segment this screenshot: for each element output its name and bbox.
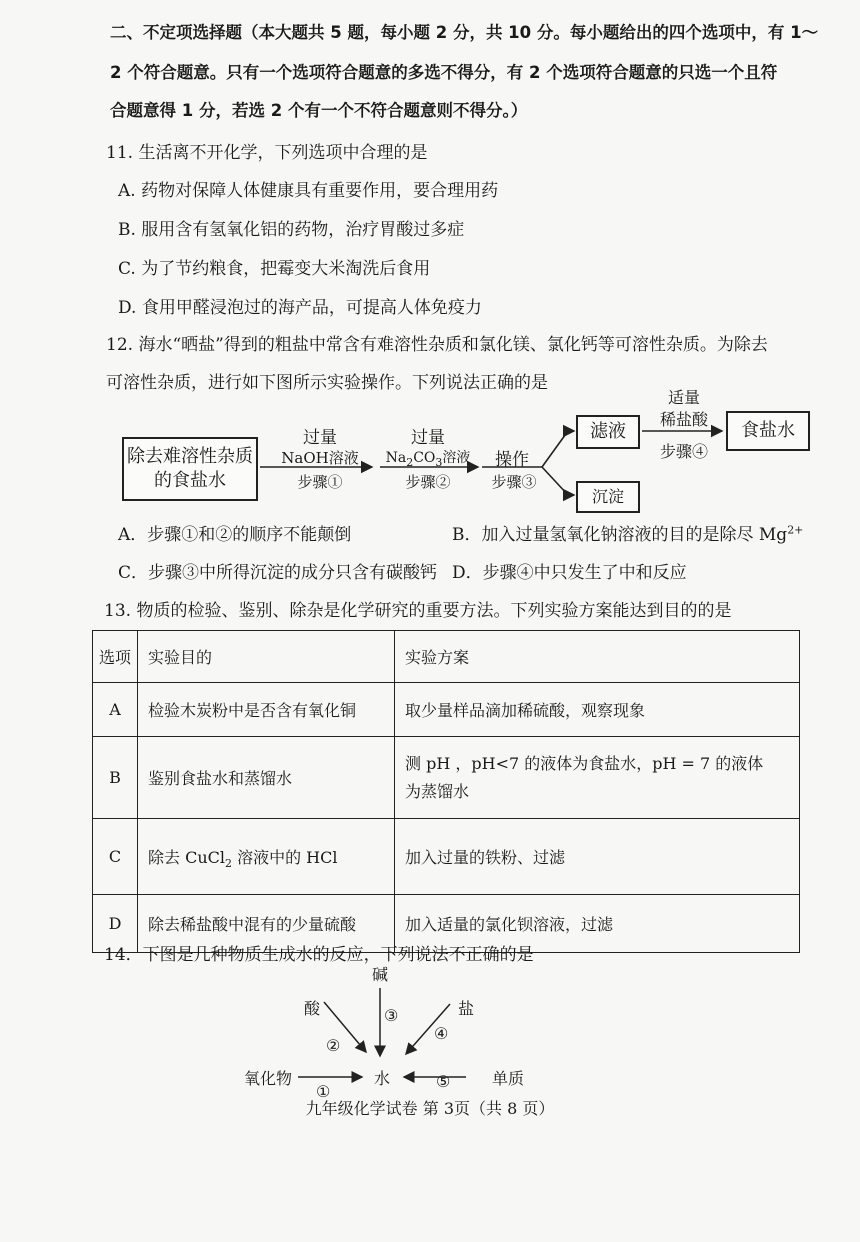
label-n3: ③: [384, 1006, 399, 1025]
flow-box-precipitate: 沉淀: [576, 481, 640, 513]
q13-stem: 13. 物质的检验、鉴别、除杂是化学研究的重要方法。下列实验方案能达到目的的是: [104, 601, 732, 621]
label-base: 碱: [372, 965, 389, 984]
row-a-goal: 检验木炭粉中是否含有氧化铜: [138, 683, 395, 737]
branch-up: [542, 431, 568, 467]
arrow1-label-bottom: 步骤①: [297, 473, 343, 491]
header-plan: 实验方案: [395, 631, 800, 683]
row-c-option: C: [93, 819, 138, 895]
q12-option-a: A．步骤①和②的顺序不能颠倒: [118, 525, 352, 545]
arrow2-label-top2: $Na_2CO_3$溶液: [385, 450, 471, 469]
label-element: 单质: [492, 1069, 525, 1088]
table-row: [93, 631, 800, 683]
row-a-option: A: [93, 683, 138, 737]
arrow2-label-bottom: 步骤②: [405, 473, 451, 491]
q11-option-b: B. 服用含有氢氧化铝的药物，治疗胃酸过多症: [118, 220, 465, 240]
row-b-plan-line2: 为蒸馏水: [405, 781, 470, 801]
section-intro-line1: 二、不定项选择题（本大题共 5 题，每小题 2 分，共 10 分。每小题给出的四个选项中，有 1～: [110, 23, 819, 42]
page-footer: 九年级化学试卷 第 3页（共 8 页）: [305, 1099, 555, 1118]
label-n1: ①: [316, 1082, 331, 1101]
q12-option-b: B．加入过量氢氧化钠溶液的目的是除尽 $Mg^{2+}$: [452, 523, 804, 545]
arrow3-label-top: 操作: [495, 450, 529, 470]
row-b-goal: 鉴别食盐水和蒸馏水: [138, 737, 395, 819]
row-b-plan: [395, 737, 800, 819]
q14-reaction-diagram: [0, 960, 860, 1100]
arrow4-label-bottom: 步骤④: [659, 442, 708, 461]
header-goal: 实验目的: [138, 631, 395, 683]
q11-stem: 11. 生活离不开化学，下列选项中合理的是: [106, 143, 428, 163]
q12-stem-line1: 12. 海水“晒盐”得到的粗盐中常含有难溶性杂质和氯化镁、氯化钙等可溶性杂质。为除去: [106, 335, 768, 355]
arrow1-label-top1: 过量: [303, 428, 337, 448]
section-intro-line3: 合题意得 1 分，若选 2 个有一个不符合题意则不得分。）: [110, 101, 528, 120]
arrow4-label-top1: 适量: [667, 388, 700, 407]
label-n4: ④: [434, 1024, 449, 1043]
label-water: 水: [374, 1069, 391, 1088]
branch-down: [542, 467, 568, 495]
section-intro-line2: 2 个符合题意。只有一个选项符合题意的多选不得分，有 2 个选项符合题意的只选一个且符: [110, 63, 778, 82]
label-oxide: 氧化物: [244, 1069, 293, 1088]
row-c-plan: 加入过量的铁粉、过滤: [395, 819, 800, 895]
row-a-plan: 取少量样品滴加稀硫酸，观察现象: [395, 683, 800, 737]
q11-option-c: C. 为了节约粮食，把霉变大米淘洗后食用: [118, 259, 431, 279]
label-salt: 盐: [458, 999, 475, 1018]
flow-box-start-line1: 除去难溶性杂质: [127, 446, 253, 467]
header-option: 选项: [93, 631, 138, 683]
row-d-option: D: [93, 895, 138, 953]
q11-option-a: A. 药物对保障人体健康具有重要作用，要合理用药: [118, 181, 499, 201]
flow-box-filtrate: 滤液: [576, 415, 640, 449]
q12-option-c: C．步骤③中所得沉淀的成分只含有碳酸钙: [118, 563, 438, 583]
label-acid: 酸: [304, 999, 321, 1018]
arrow2-label-top1: 过量: [411, 428, 445, 448]
q12-stem-line2: 可溶性杂质，进行如下图所示实验操作。下列说法正确的是: [106, 373, 548, 393]
q13-table: [92, 630, 800, 953]
row-d-goal: 除去稀盐酸中混有的少量硫酸: [138, 895, 395, 953]
flow-box-start-line2: 的食盐水: [154, 470, 226, 491]
flow-box-start: [122, 437, 258, 501]
arrow4-label-top2: 稀盐酸: [659, 410, 708, 429]
row-b-plan-line1: 测 pH ，pH<7 的液体为食盐水，pH = 7 的液体: [405, 753, 764, 773]
row-d-plan: 加入适量的氯化钡溶液，过滤: [395, 895, 800, 953]
q12-option-d: D．步骤④中只发生了中和反应: [452, 563, 687, 583]
label-n2: ②: [326, 1036, 341, 1055]
label-n5: ⑤: [436, 1072, 451, 1091]
flow-box-end: 食盐水: [726, 411, 810, 451]
row-c-goal: 除去 CuCl$_2$ 溶液中的 HCl: [138, 819, 395, 895]
q12-flowchart: [110, 385, 830, 520]
row-b-option: B: [93, 737, 138, 819]
q14-stem: 14．下图是几种物质生成水的反应，下列说法不正确的是: [104, 945, 534, 965]
table-row: [93, 683, 800, 737]
table-row: [93, 737, 800, 819]
table-row: [93, 819, 800, 895]
arrow3-label-bottom: 步骤③: [491, 473, 537, 491]
arrow1-label-top2: NaOH溶液: [281, 449, 359, 467]
q11-option-d: D. 食用甲醛浸泡过的海产品，可提高人体免疫力: [118, 298, 482, 318]
